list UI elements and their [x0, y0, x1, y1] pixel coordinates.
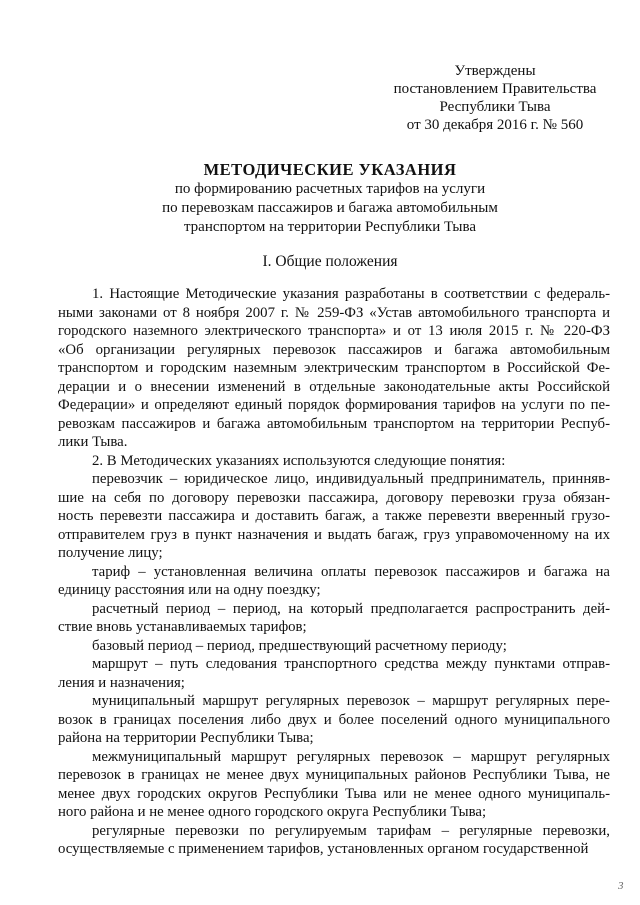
paragraph-line: Федерации» и определяют единый порядок формирования тарифов на услуги по пе-: [58, 397, 610, 413]
paragraph: [58, 600, 610, 637]
paragraph: [58, 452, 610, 471]
paragraph-line: ствие вновь устанавливаемых тарифов;: [58, 619, 307, 635]
paragraph-line: ления и назначения;: [58, 674, 185, 691]
document-title: МЕТОДИЧЕСКИЕ УКАЗАНИЯ: [203, 160, 457, 179]
paragraph-line: базовый период – период, предшествующий расчетному периоду;: [92, 637, 507, 654]
paragraph-line: перевозок в границах не менее двух муниципальных районов Республики Тыва, не: [58, 767, 610, 783]
paragraph-line: лики Тыва.: [58, 434, 128, 450]
paragraph: [58, 470, 610, 563]
approval-line: постановлением Правительства: [393, 81, 597, 97]
paragraph: [58, 692, 610, 748]
paragraph-line: ность перевезти пассажира и доставить багаж, а также перевезти вверенный грузо-: [58, 508, 610, 524]
paragraph-line: тариф – установленная величина оплаты перевозок пассажиров и багажа на: [92, 563, 610, 580]
paragraph-line: единицу расстояния или на одну поездку;: [58, 582, 321, 598]
paragraph-line: 1. Настоящие Методические указания разработаны в соответствии с федераль-: [92, 286, 610, 302]
paragraph-line: шие на себя по договору перевозки пассажира, договору перевозки груза обязан-: [58, 489, 610, 506]
document-subtitle-line: по перевозкам пассажиров и багажа автомобильным: [162, 200, 498, 216]
paragraph-line: транспортом и городским наземным электрическим транспортом в Российской Фе-: [58, 360, 610, 376]
approval-line: Утверждены: [454, 63, 536, 79]
paragraph: [58, 655, 610, 692]
paragraph: [58, 822, 610, 859]
paragraph-line: ного района и не менее одного городского округа Республики Тыва;: [58, 804, 487, 820]
approval-line: от 30 декабря 2016 г. № 560: [406, 117, 584, 133]
paragraph-line: городского наземного электрического транспорта» и от 13 июля 2015 г. № 220-ФЗ: [58, 323, 610, 339]
paragraph-line: ными законами от 8 ноября 2007 г. № 259-ФЗ «Устав автомобильного транспорта и: [58, 304, 610, 321]
paragraph-line: маршрут – путь следования транспортного средства между пунктами отправ-: [92, 656, 610, 672]
paragraph-line: «Об организации регулярных перевозок пассажиров и багажа автомобильным: [58, 341, 610, 358]
document-subtitle-line: транспортом на территории Республики Тыва: [183, 219, 477, 235]
paragraph-line: дерации и о внесении изменений в отдельные законодательные акты Российской: [58, 378, 610, 395]
paragraph-line: регулярные перевозки по регулируемым тарифам – регулярные перевозки,: [92, 822, 610, 839]
document-body: [58, 285, 610, 859]
paragraph-line: возок в границах поселения либо двух и более поселений одного муниципального: [58, 711, 610, 728]
paragraph: [58, 285, 610, 452]
approval-stamp: [380, 62, 610, 134]
paragraph: [58, 637, 610, 656]
paragraph-line: межмуниципальный маршрут регулярных перевозок – маршрут регулярных: [92, 748, 610, 765]
paragraph: [58, 748, 610, 822]
paragraph-line: получение лицу;: [58, 545, 163, 561]
paragraph-line: менее двух городских округов Республики Тыва или не менее одного муниципаль-: [58, 785, 610, 802]
paragraph-line: расчетный период – период, на который предполагается распространить дей-: [92, 600, 610, 617]
paragraph: [58, 563, 610, 600]
document-subtitle-line: по формированию расчетных тарифов на услуги: [174, 181, 486, 197]
paragraph-line: 2. В Методических указаниях используются следующие понятия:: [92, 452, 506, 469]
paragraph-line: муниципальный маршрут регулярных перевозок – маршрут регулярных пере-: [92, 693, 610, 709]
paragraph-line: отправителем груз в пункт назначения и выдать багаж, груз управомоченному на их: [58, 526, 610, 543]
section-heading: I. Общие положения: [262, 253, 398, 270]
document-title-block: [60, 160, 600, 237]
approval-line: Республики Тыва: [439, 99, 551, 115]
paragraph-line: ревозкам пассажиров и багажа автомобильным транспортом на территории Респуб-: [58, 415, 610, 432]
page-number: 3: [618, 880, 624, 892]
paragraph-line: района на территории Республики Тыва;: [58, 730, 314, 746]
paragraph-line: перевозчик – юридическое лицо, индивидуальный предприниматель, принняв-: [92, 471, 610, 487]
paragraph-line: осуществляемые с применением тарифов, установленных органом государственной: [58, 841, 589, 857]
